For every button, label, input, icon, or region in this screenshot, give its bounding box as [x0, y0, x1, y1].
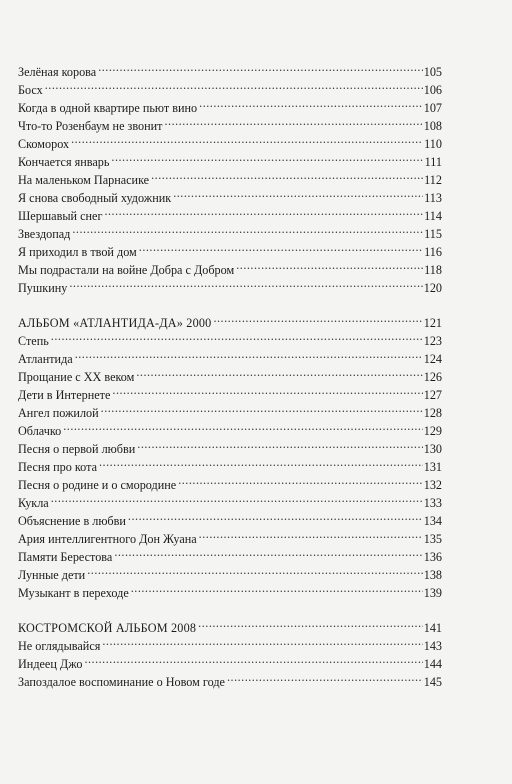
toc-entry-page: 129 — [423, 424, 442, 438]
toc-entry-page: 133 — [423, 496, 442, 510]
dot-leader — [227, 668, 423, 686]
toc-section-heading — [18, 309, 442, 330]
toc-entry — [18, 345, 442, 366]
toc-entry-page: 124 — [423, 352, 442, 366]
toc-entry-title: Не оглядывайся — [18, 639, 101, 653]
dot-leader — [101, 399, 423, 417]
toc-entry-title: Я снова свободный художник — [18, 191, 172, 205]
toc-entry-page: 115 — [424, 227, 442, 241]
dot-leader — [51, 489, 423, 507]
toc-entry-title: Когда в одной квартире пьют вино — [18, 101, 198, 115]
toc-entry — [18, 94, 442, 115]
toc-entry-title: Пушкину — [18, 281, 68, 295]
toc-entry-title: Индеец Джо — [18, 657, 83, 671]
toc-section-heading — [18, 614, 442, 635]
toc-entry-page: 130 — [423, 442, 442, 456]
toc-entry-page: 134 — [423, 514, 442, 528]
toc-entry-title: Атлантида — [18, 352, 73, 366]
toc-entry-page: 132 — [423, 478, 442, 492]
toc-entry-title: Звездопад — [18, 227, 71, 241]
toc-entry-title: На маленьком Парнасике — [18, 173, 150, 187]
dot-leader — [236, 256, 423, 274]
toc-entry-title: Кончается январь — [18, 155, 110, 169]
dot-leader — [87, 561, 423, 579]
toc-entry-title: Дети в Интернете — [18, 388, 111, 402]
toc-entry — [18, 148, 442, 169]
dot-leader — [99, 453, 423, 471]
toc-entry-page: 127 — [423, 388, 442, 402]
toc-entry-page: 131 — [423, 460, 442, 474]
toc-heading-title: КОСТРОМСКОЙ АЛЬБОМ 2008 — [18, 621, 197, 635]
toc-entry-title: Ангел пожилой — [18, 406, 99, 420]
toc-entry — [18, 435, 442, 456]
toc-entry-page: 123 — [423, 334, 442, 348]
toc-heading-page: 141 — [423, 621, 442, 635]
toc-entry-title: Степь — [18, 334, 49, 348]
toc-entry-page: 118 — [424, 263, 442, 277]
toc-entry-title: Песня о первой любви — [18, 442, 136, 456]
toc-entry-title: Песня про кота — [18, 460, 97, 474]
toc-entry — [18, 363, 442, 384]
toc-entry-page: 114 — [424, 209, 442, 223]
toc-entry-page: 136 — [423, 550, 442, 564]
toc-entry-page: 107 — [423, 101, 442, 115]
dot-leader — [69, 274, 422, 292]
toc-entry-title: Я приходил в твой дом — [18, 245, 137, 259]
dot-leader — [84, 650, 422, 668]
dot-leader — [51, 327, 423, 345]
toc-heading-title: АЛЬБОМ «АТЛАНТИДА-ДА» 2000 — [18, 316, 212, 330]
toc-entry-page: 106 — [423, 83, 442, 97]
dot-leader — [112, 381, 422, 399]
toc-entry-title: Скоморох — [18, 137, 70, 151]
dot-leader — [164, 112, 422, 130]
toc-entry-title: Босх — [18, 83, 43, 97]
toc-entry — [18, 76, 442, 97]
dot-leader — [151, 166, 423, 184]
toc-entry-page: 111 — [424, 155, 442, 169]
dot-leader — [98, 58, 423, 76]
toc-entry-title: Шершавый снег — [18, 209, 103, 223]
dot-leader — [137, 435, 422, 453]
toc-entry-page: 143 — [423, 639, 442, 653]
dot-leader — [104, 202, 423, 220]
dot-leader — [128, 507, 423, 525]
toc-entry — [18, 489, 442, 510]
toc-entry-title: Ария интеллигентного Дон Жуана — [18, 532, 197, 546]
toc-entry-page: 126 — [423, 370, 442, 384]
dot-leader — [139, 238, 423, 256]
toc-entry-page: 116 — [424, 245, 442, 259]
toc-entry-page: 120 — [423, 281, 442, 295]
toc-entry — [18, 58, 442, 79]
toc-entry-page: 139 — [423, 586, 442, 600]
dot-leader — [199, 94, 423, 112]
toc-section-1 — [18, 58, 442, 295]
toc-entry-title: Облачко — [18, 424, 62, 438]
toc-entry-page: 108 — [423, 119, 442, 133]
dot-leader — [71, 130, 423, 148]
toc-entry-title: Музыкант в переходе — [18, 586, 129, 600]
toc-entry-title: Объяснение в любви — [18, 514, 126, 528]
dot-leader — [199, 525, 423, 543]
toc-entry — [18, 238, 442, 259]
toc-entry-page: 110 — [424, 137, 442, 151]
toc-entry-page: 144 — [423, 657, 442, 671]
toc-entry-title: Что-то Розенбаум не звонит — [18, 119, 163, 133]
toc-entry-page: 112 — [424, 173, 442, 187]
toc-entry — [18, 417, 442, 438]
toc-entry-title: Кукла — [18, 496, 49, 510]
dot-leader — [45, 76, 423, 94]
toc-entry — [18, 274, 442, 295]
dot-leader — [114, 543, 422, 561]
table-of-contents — [18, 58, 442, 689]
toc-heading-page: 121 — [423, 316, 442, 330]
dot-leader — [111, 148, 423, 166]
toc-entry — [18, 220, 442, 241]
dot-leader — [72, 220, 423, 238]
toc-entry-page: 105 — [423, 65, 442, 79]
toc-entry-page: 128 — [423, 406, 442, 420]
toc-section-3 — [18, 614, 442, 689]
toc-entry-title: Запоздалое воспоминание о Новом годе — [18, 675, 225, 689]
dot-leader — [136, 363, 422, 381]
toc-entry-page: 145 — [423, 675, 442, 689]
dot-leader — [173, 184, 423, 202]
toc-section-2 — [18, 309, 442, 600]
toc-entry-title: Мы подрастали на войне Добра с Добром — [18, 263, 235, 277]
toc-entry — [18, 130, 442, 151]
toc-entry-page: 138 — [423, 568, 442, 582]
toc-entry — [18, 327, 442, 348]
toc-entry-page: 135 — [423, 532, 442, 546]
toc-entry-title: Прощание с XX веком — [18, 370, 135, 384]
dot-leader — [213, 309, 422, 327]
toc-entry-title: Песня о родине и о смородине — [18, 478, 177, 492]
dot-leader — [63, 417, 422, 435]
dot-leader — [75, 345, 423, 363]
toc-entry-page: 113 — [424, 191, 442, 205]
dot-leader — [102, 632, 422, 650]
dot-leader — [178, 471, 423, 489]
toc-entry-title: Зелёная корова — [18, 65, 97, 79]
toc-entry-title: Памяти Берестова — [18, 550, 113, 564]
toc-entry — [18, 507, 442, 528]
toc-entry-title: Лунные дети — [18, 568, 86, 582]
dot-leader — [198, 614, 423, 632]
dot-leader — [131, 579, 423, 597]
